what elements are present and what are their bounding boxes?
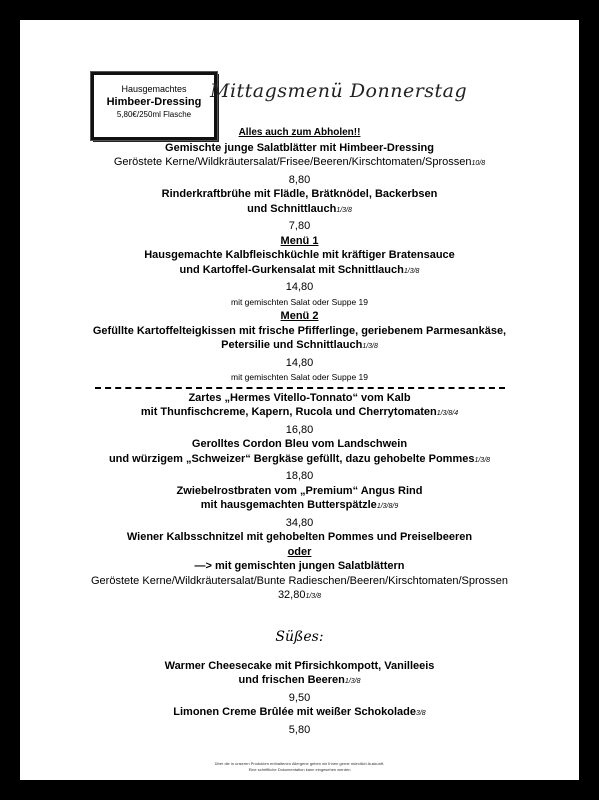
menu-1-heading: Menü 1 <box>280 234 319 247</box>
item-vitello-title: Zartes „Hermes Vitello-Tonnato“ vom Kalb <box>188 391 411 404</box>
item-cheesecake-price: 9,50 <box>288 691 311 704</box>
allergen-note <box>20 761 579 773</box>
item-menu1-title: Hausgemachte Kalbfleischküchle mit kräftiger Bratensauce <box>144 249 455 261</box>
item-schnitzel-title: Wiener Kalbsschnitzel mit gehobelten Pommes und Preiselbeeren <box>126 531 473 543</box>
item-creme-brulee-price: 5,80 <box>288 723 311 736</box>
item-vitello-title-2: mit Thunfischcreme, Kapern, Rucola und Cherrytomaten1/3/8/4 <box>140 406 459 418</box>
takeaway-note: Alles auch zum Abholen!! <box>238 127 361 138</box>
item-rostbraten-title: Zwiebelrostbraten vom „Premium“ Angus Rind <box>176 484 423 497</box>
menu-list <box>20 126 579 773</box>
sweets-heading: Süßes: <box>275 628 324 645</box>
item-menu2-price: 14,80 <box>285 356 314 369</box>
item-menu2-title: Gefüllte Kartoffelteigkissen mit frische Pfifferlinge, geriebenem Parmesankäse, <box>92 324 507 337</box>
item-rostbraten-price: 34,80 <box>285 516 314 529</box>
allergen-note-line-1: Über die in unseren Produkten enthaltenen Allergene geben wir Ihnen gerne mündlich Auskunft. <box>214 761 385 766</box>
item-menu1-price: 14,80 <box>285 281 314 293</box>
item-salad-title: Gemischte junge Salatblätter mit Himbeer-Dressing <box>165 141 434 154</box>
item-menu1-side: mit gemischten Salat oder Suppe 19 <box>230 296 369 307</box>
menu-page <box>20 20 579 780</box>
item-soup-price: 7,80 <box>288 220 311 232</box>
item-menu2-title-2: Petersilie und Schnittlauch1/3/8 <box>221 339 378 351</box>
promo-line-3: 5,80€/250ml Flasche <box>116 110 192 119</box>
item-creme-brulee-title: Limonen Creme Brûlée mit weißer Schokolade3/8 <box>173 706 426 718</box>
item-vitello-price: 16,80 <box>285 423 314 436</box>
item-soup-title: Rinderkraftbrühe mit Flädle, Brätknödel, Backerbsen <box>161 188 438 200</box>
item-cheesecake-title: Warmer Cheesecake mit Pfirsichkompott, Vanilleeis <box>164 659 435 672</box>
item-cordon-price: 18,80 <box>285 470 314 482</box>
item-menu1-title-2: und Kartoffel-Gurkensalat mit Schnittlauch1/3/8 <box>179 263 420 276</box>
item-salad-desc: Geröstete Kerne/Wildkräutersalat/Frisee/Beeren/Kirschtomaten/Sprossen10/8 <box>113 156 486 168</box>
item-schnitzel-desc: Geröstete Kerne/Wildkräutersalat/Bunte Radieschen/Beeren/Kirschtomaten/Sprossen <box>91 574 508 587</box>
menu-2-heading: Menü 2 <box>280 310 319 322</box>
item-menu2-side: mit gemischten Salat oder Suppe 19 <box>230 372 369 382</box>
item-schnitzel-or: oder <box>287 545 312 558</box>
item-salad-price: 8,80 <box>288 173 311 186</box>
page-title: Mittagsmenü Donnerstag <box>210 80 468 102</box>
item-schnitzel-alt: —> mit gemischten jungen Salatblättern <box>194 560 405 572</box>
item-schnitzel-price: 32,801/3/8 <box>277 589 322 601</box>
section-divider <box>95 387 505 389</box>
item-rostbraten-title-2: mit hausgemachten Butterspätzle1/3/8/9 <box>200 499 399 511</box>
item-cordon-title: Gerolltes Cordon Bleu vom Landschwein <box>191 438 408 450</box>
allergen-note-line-2: Eine schriftliche Dokumentation kann eingesehen werden <box>248 767 351 772</box>
item-soup-title-2: und Schnittlauch1/3/8 <box>247 202 352 215</box>
promo-line-2: Himbeer-Dressing <box>106 96 202 108</box>
promo-line-1: Hausgemachtes <box>121 84 187 94</box>
item-cheesecake-title-2: und frischen Beeren1/3/8 <box>238 674 361 686</box>
item-cordon-title-2: und würzigem „Schweizer“ Bergkäse gefüllt, dazu gehobelte Pommes1/3/8 <box>108 452 491 465</box>
